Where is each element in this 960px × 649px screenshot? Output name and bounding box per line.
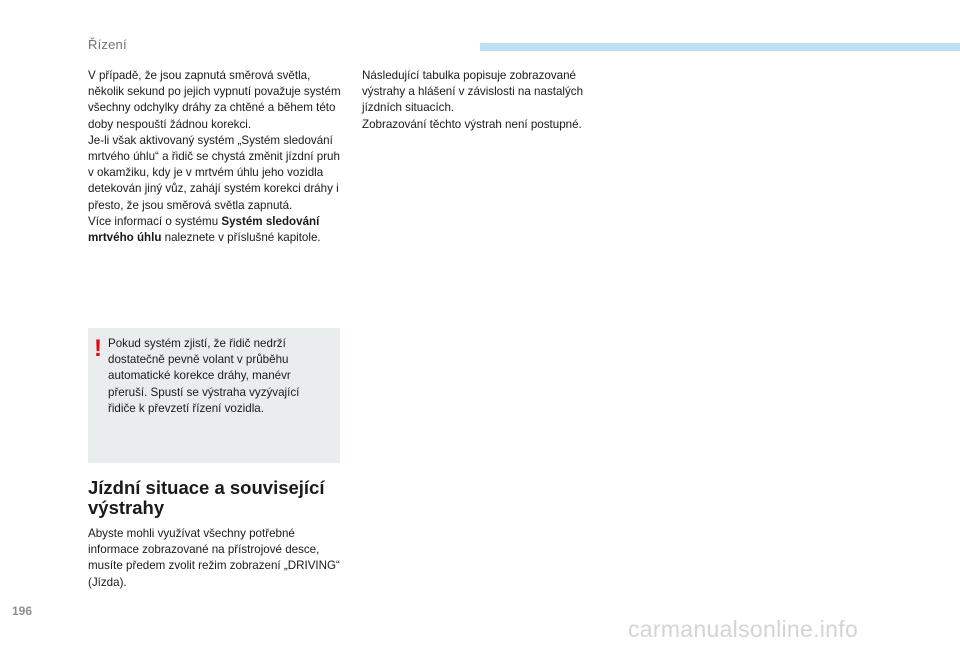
more-info-suffix: naleznete v příslušné kapitole. [161,231,321,245]
paragraph-turn-signals: V případě, že jsou zapnutá směrová světla, několik sekund po jejich vypnutí považuje systém všechny odchylky dráhy za chtěné a během této doby nespouští žádnou korekci. [88,69,341,131]
blind-spot-system-name: Systém sledování mrtvého úhlu [88,214,320,245]
watermark: carmanualsonline.info [628,616,859,642]
section-heading: Jízdní situace a související výstrahy [88,477,325,518]
paragraph-not-progressive: Zobrazování těchto výstrah není postupné. [362,117,582,131]
header-accent-bar [480,43,960,51]
left-column [88,68,344,246]
more-info-prefix: Více informací o systému [88,214,222,228]
exclamation-icon: ! [94,335,102,362]
right-column [362,68,612,133]
warning-text: Pokud systém zjistí, že řidič nedrží dostatečně pevně volant v průběhu automatické korekce dráhy, manévr přeruší. Spustí se výstraha vyzývající řidiče k převzetí řízení vozidla. [108,337,300,415]
page-number: 196 [12,604,33,618]
paragraph-blind-spot: Je-li však aktivovaný systém „Systém sledování mrtvého úhlu“ a řidič se chystá změnit jízdní pruh v okamžiku, kdy je v mrtvém úhlu jeho vozidla detekován jiný vůz, zahájí systém korekci dráhy i přesto, že jsou směrová světla zapnutá. [88,133,340,212]
section-title: Řízení [88,37,127,52]
warning-box [88,328,340,463]
section-paragraph: Abyste mohli využívat všechny potřebné informace zobrazované na přístrojové desce, musíte předem zvolit režim zobrazení „DRIVING“ (Jízda). [88,527,340,589]
paragraph-table-description: Následující tabulka popisuje zobrazované výstrahy a hlášení v závislosti na nastalých jízdních situacích. [362,69,584,115]
paragraph-more-info [88,214,344,246]
